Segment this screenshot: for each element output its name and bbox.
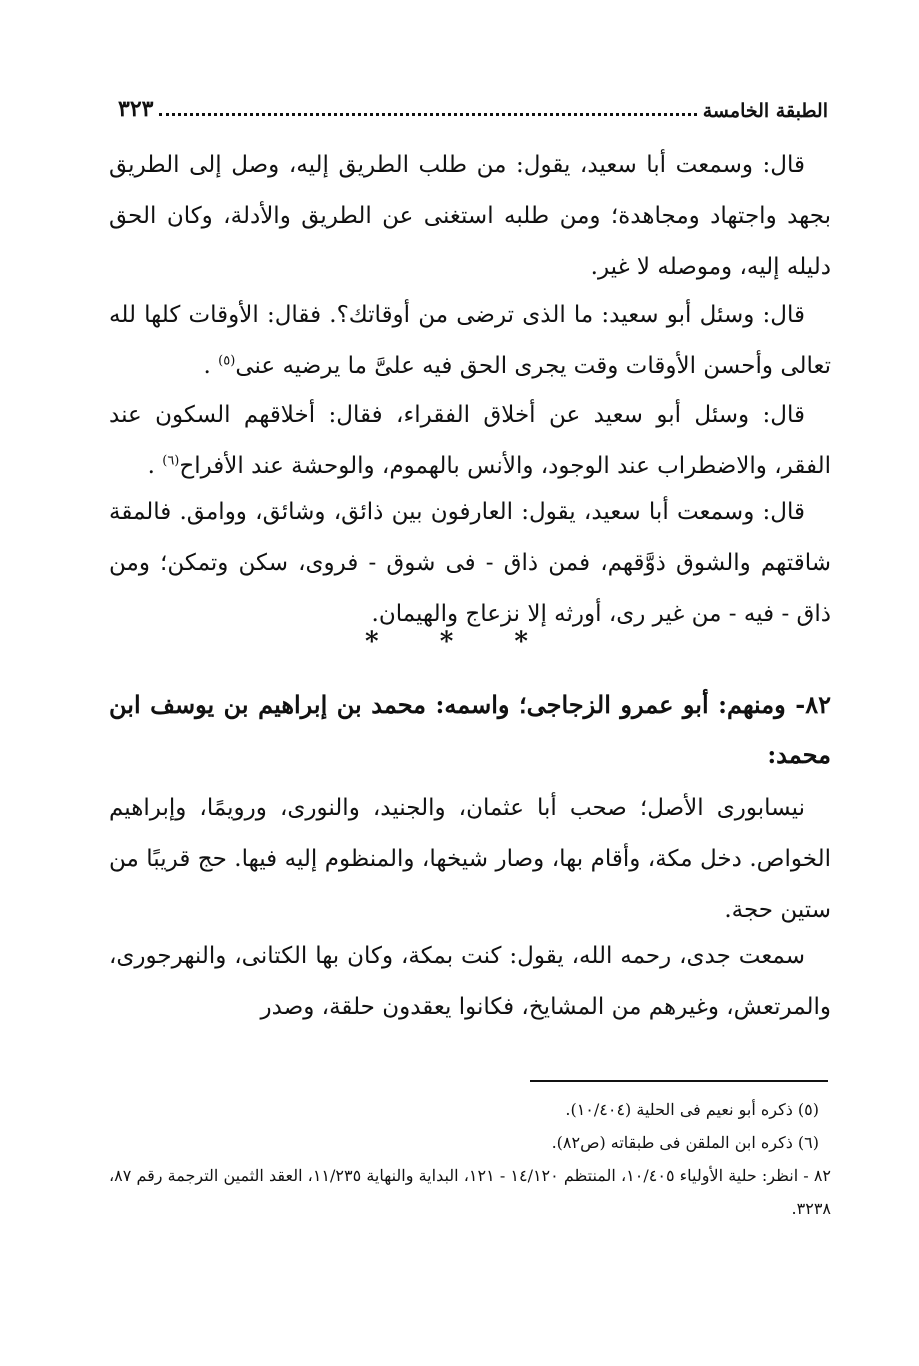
paragraph-2: قال: وسئل أبو سعيد: ما الذى ترضى من أوقاتك؟. فقال: الأوقات كلها لله تعالى وأحسن الأوقات وقت يجرى الحق فيه علىَّ ما يرضيه عنى$^{(٥)}$ .	[109, 302, 831, 379]
entry-heading: ٨٢- ومنهم: أبو عمرو الزجاجى؛ واسمه: محمد بن إبراهيم بن يوسف ابن محمد:	[109, 690, 831, 769]
footnote-6: (٦) ذكره ابن الملقن فى طبقاته (ص٨٢).	[551, 1133, 819, 1152]
paragraph-3-text: قال: وسئل أبو سعيد عن أخلاق الفقراء، فقال: أخلاقهم السكون عند الفقر، والاضطراب عند الوجود، والأنس بالهموم، والوحشة عند الأفراح	[109, 402, 831, 479]
footnote-ref-5: (٥)	[218, 353, 236, 369]
entry-paragraph-1-text: نيسابورى الأصل؛ صحب أبا عثمان، والجنيد، والنورى، ورويمًا، وإبراهيم الخواص. دخل مكة، وأقام بها، وصار شيخها، والمنظوم إليه فيها. حج قريبًا من ستين حجة.	[109, 795, 831, 923]
paragraph-4-text: قال: وسمعت أبا سعيد، يقول: العارفون بين ذائق، وشائق، ووامق. فالمقة شاقتهم والشوق ذوَّقهم، فمن ذاق - فى شوق - فروى، سكن وتمكن؛ ومن ذاق - فيه - من غير رى، أورثه إلا نزعاج والهيمان.	[109, 499, 831, 627]
page-number: ٣٢٣	[118, 96, 154, 122]
footnotes	[109, 1093, 831, 1225]
entry-paragraph-2	[109, 931, 831, 1033]
section-separator: * * *	[365, 627, 554, 657]
paragraph-3: قال: وسئل أبو سعيد عن أخلاق الفقراء، فقال: أخلاقهم السكون عند الفقر، والاضطراب عند الوجود، والأنس بالهموم، والوحشة عند الأفراح$^{(٦)}$ .	[109, 402, 831, 479]
footnote-5: (٥) ذكره أبو نعيم فى الحلية (١٠/٤٠٤).	[565, 1100, 819, 1119]
running-title: الطبقة الخامسة	[702, 100, 828, 122]
header-dot-leader	[159, 113, 696, 116]
footnote-ref-6: (٦)	[162, 453, 180, 469]
paragraph-1	[109, 140, 831, 293]
entry-paragraph-2-text: سمعت جدى، رحمه الله، يقول: كنت بمكة، وكان بها الكتانى، والنهرجورى، والمرتعش، وغيرهم من المشايخ، فكانوا يعقدون حلقة، وصدر	[109, 943, 831, 1020]
entry-paragraph-1	[109, 783, 831, 936]
footnote-divider	[530, 1080, 828, 1082]
paragraph-1-text: قال: وسمعت أبا سعيد، يقول: من طلب الطريق إليه، وصل إلى الطريق بجهد واجتهاد ومجاهدة؛ ومن طلبه استغنى عن الطريق والأدلة، وكان الحق دليله إليه، وموصله لا غير.	[109, 152, 831, 280]
paragraph-2-text: قال: وسئل أبو سعيد: ما الذى ترضى من أوقاتك؟. فقال: الأوقات كلها لله تعالى وأحسن الأوقات وقت يجرى الحق فيه علىَّ ما يرضيه عنى	[109, 302, 831, 379]
page-header	[118, 92, 828, 122]
footnote-82: ٨٢ - انظر: حلية الأولياء ١٠/٤٠٥، المنتظم ١٤/١٢٠ - ١٢١، البداية والنهاية ١١/٢٣٥، العقد الثمين الترجمة رقم ٨٧، ٣٢٣٨.	[109, 1166, 832, 1218]
paragraph-4	[109, 487, 831, 640]
